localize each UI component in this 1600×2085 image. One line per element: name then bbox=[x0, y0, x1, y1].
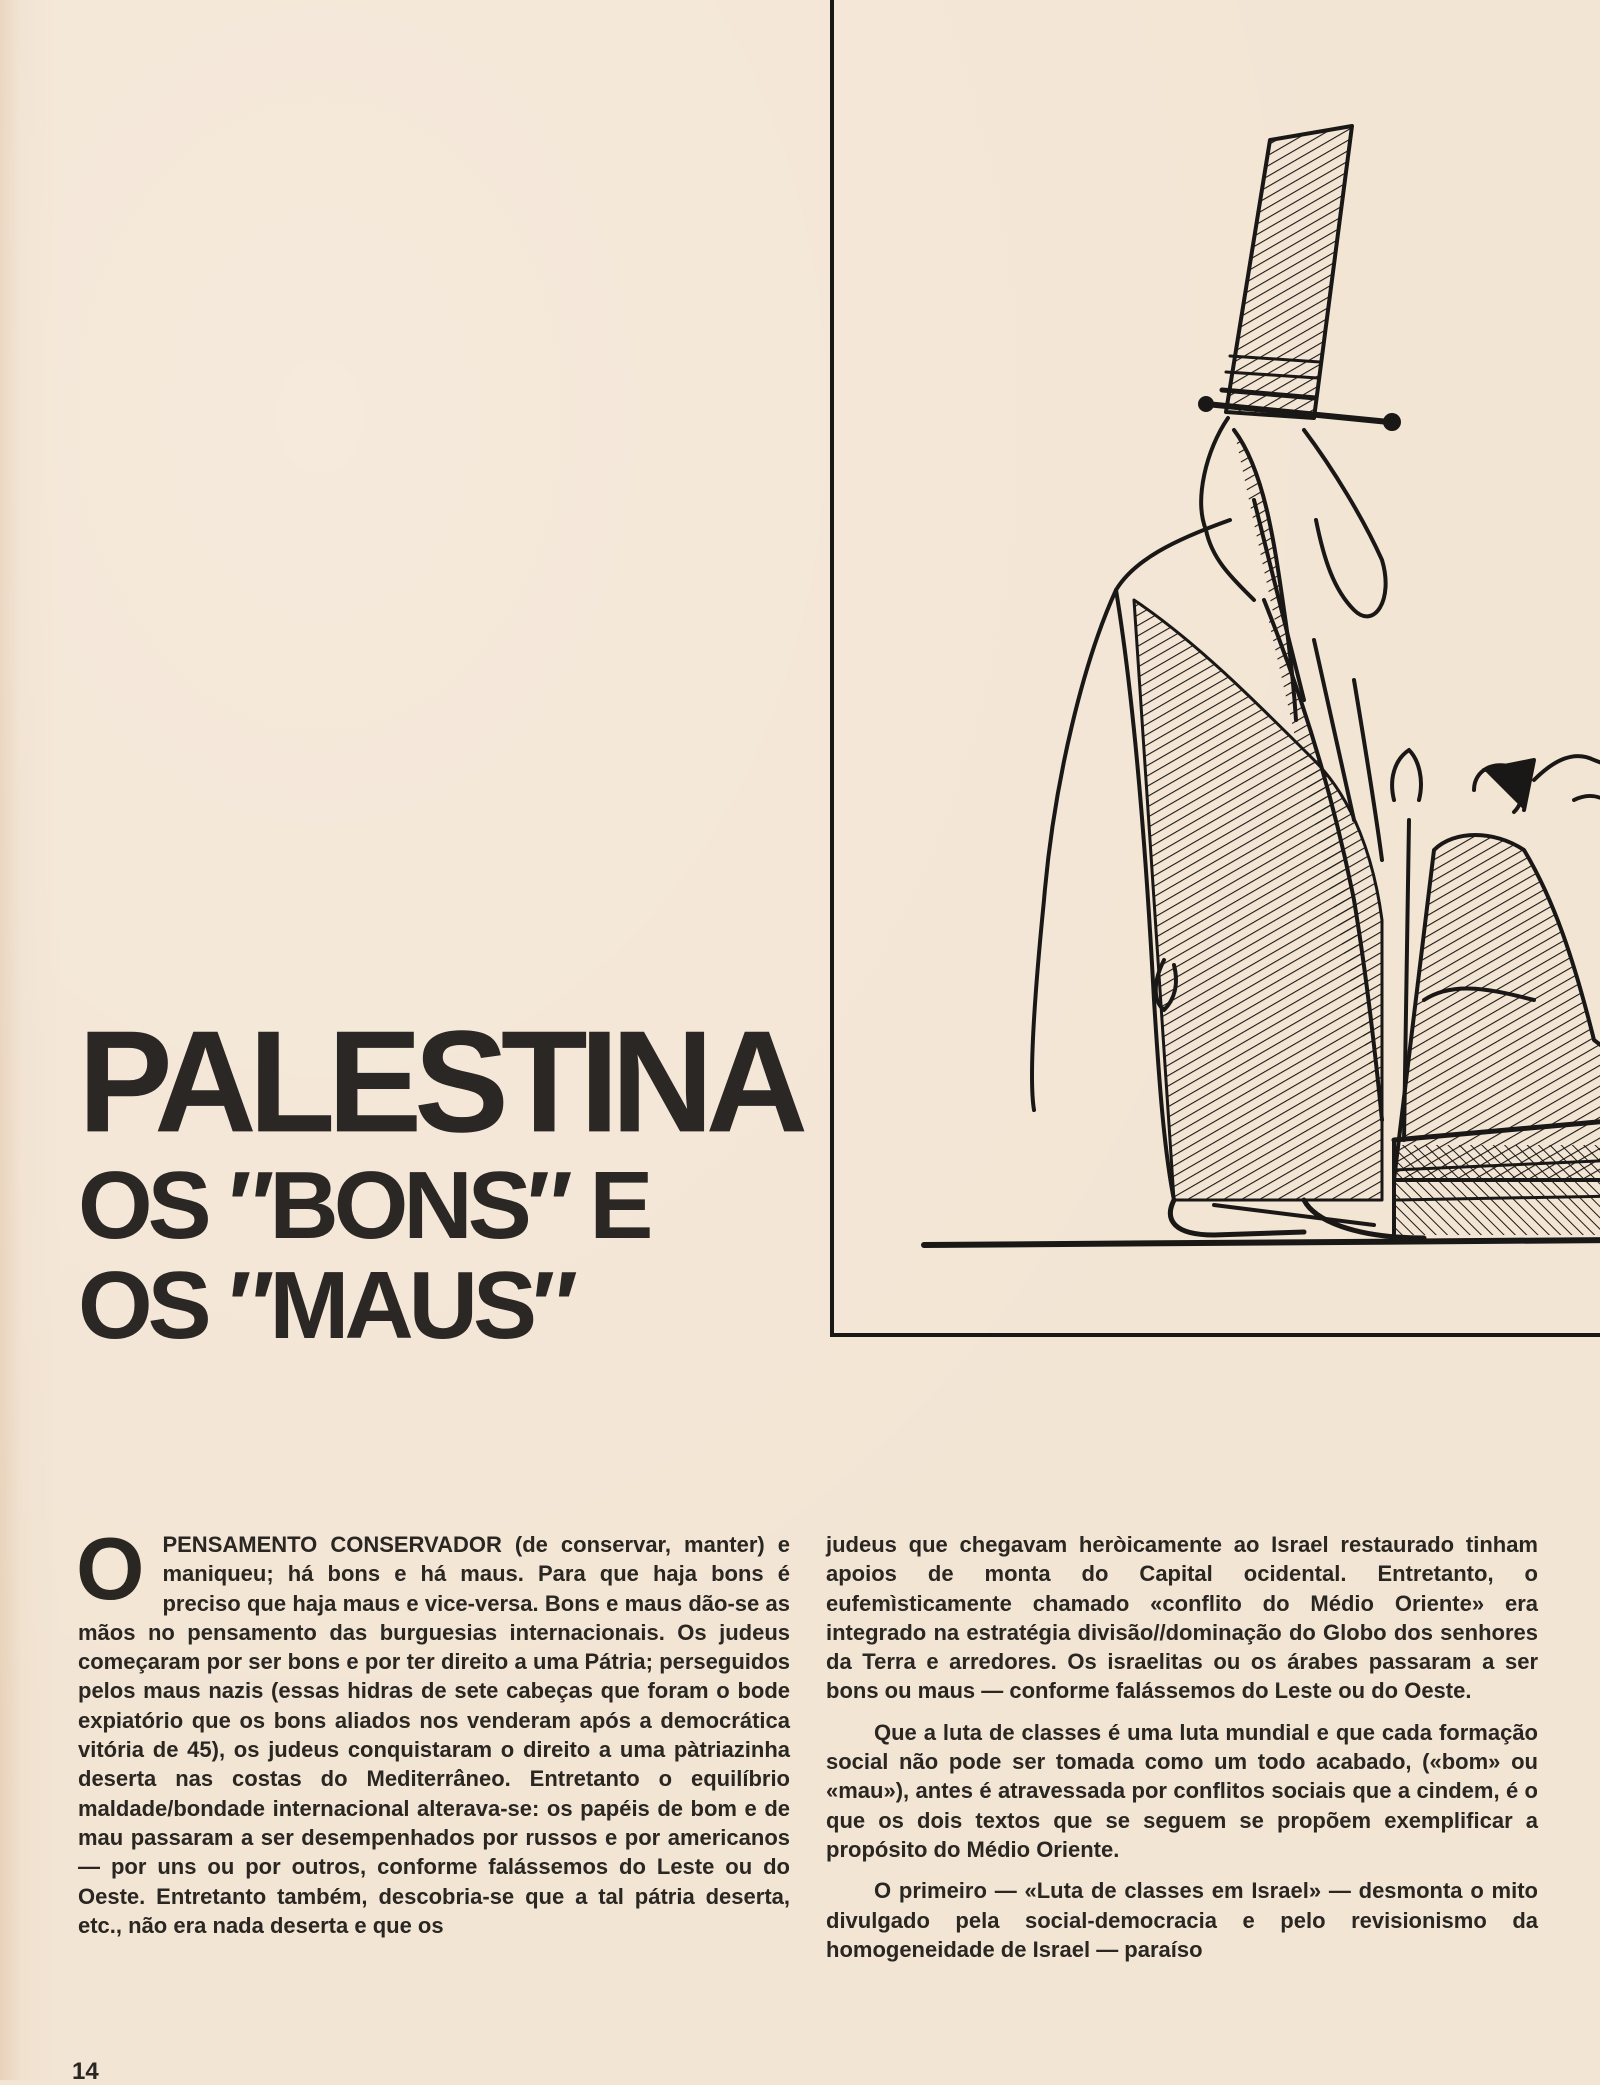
article-paragraph-4: O primeiro — «Luta de classes em Israel» — desmonta o mito divulgado pela social-democracia e pelo revisionismo da homogeneidade de Israel — paraíso bbox=[826, 1878, 1538, 1962]
article-headline bbox=[78, 1000, 818, 1359]
lead-caps: PENSAMENTO CONSERVADOR bbox=[162, 1532, 502, 1557]
article-column-left bbox=[76, 1519, 790, 1940]
page-number: 14 bbox=[72, 2058, 99, 2085]
article-paragraph-1 bbox=[76, 1519, 790, 1940]
headline-subtitle-line-1: OS ″BONS″ E bbox=[78, 1152, 649, 1259]
article-column-right bbox=[826, 1530, 1538, 1964]
article-paragraph-1-text: (de conservar, manter) e maniqueu; há bons e há maus. Para que haja bons é preciso que haja maus e vice-versa. Bons e maus dão-se as mãos no pensamento das burguesias internacionais. Os judeus começaram por ser bons e por ter direito a uma Pátria; perseguidos pelos maus nazis (essas hidras de sete cabeças que foram o bode expiatório que os bons aliados nos venderam após a democrática vitória de 45), os judeus conquistaram o direito a uma pàtriazinha deserta nas costas do Mediterrâneo. Entretanto o equilíbrio maldade/bondade internacional alterava-se: os papéis de bom e de mau passaram a ser desempenhados por russos e por americanos — por uns ou por outros, conforme falássemos do Leste ou do Oeste. Entretanto também, descobria-se que a tal pátria deserta, etc., não era nada deserta e que os bbox=[78, 1532, 790, 1938]
headline-title: PALESTINA bbox=[78, 1000, 801, 1163]
cartoon-hatted-figure-and-crowd-icon bbox=[834, 0, 1600, 1333]
dropcap-letter: O bbox=[76, 1519, 145, 1618]
article-paragraph-3: Que a luta de classes é uma luta mundial e que cada formação social não pode ser tomada como um todo acabado, («bom» ou «mau»), antes é atravessada por conflitos sociais que a cindem, é o que os dois textos que se seguem se propõem exemplificar a propósito do Médio Oriente. bbox=[826, 1719, 1538, 1862]
headline-subtitle-line-2: OS ″MAUS″ bbox=[78, 1252, 573, 1359]
illustration-frame bbox=[830, 0, 1600, 1337]
article-paragraph-2: judeus que chegavam heròicamente ao Israel restaurado tinham apoios de monta do Capital ocidental. Entretanto, o eufemìsticamente chamado «conflito do Médio Oriente» era integrado na estratégia divisão//dominação do Globo dos senhores da Terra e arredores. Os israelitas ou os árabes passaram a ser bons ou maus — conforme falássemos do Leste ou do Oeste. bbox=[826, 1532, 1538, 1704]
